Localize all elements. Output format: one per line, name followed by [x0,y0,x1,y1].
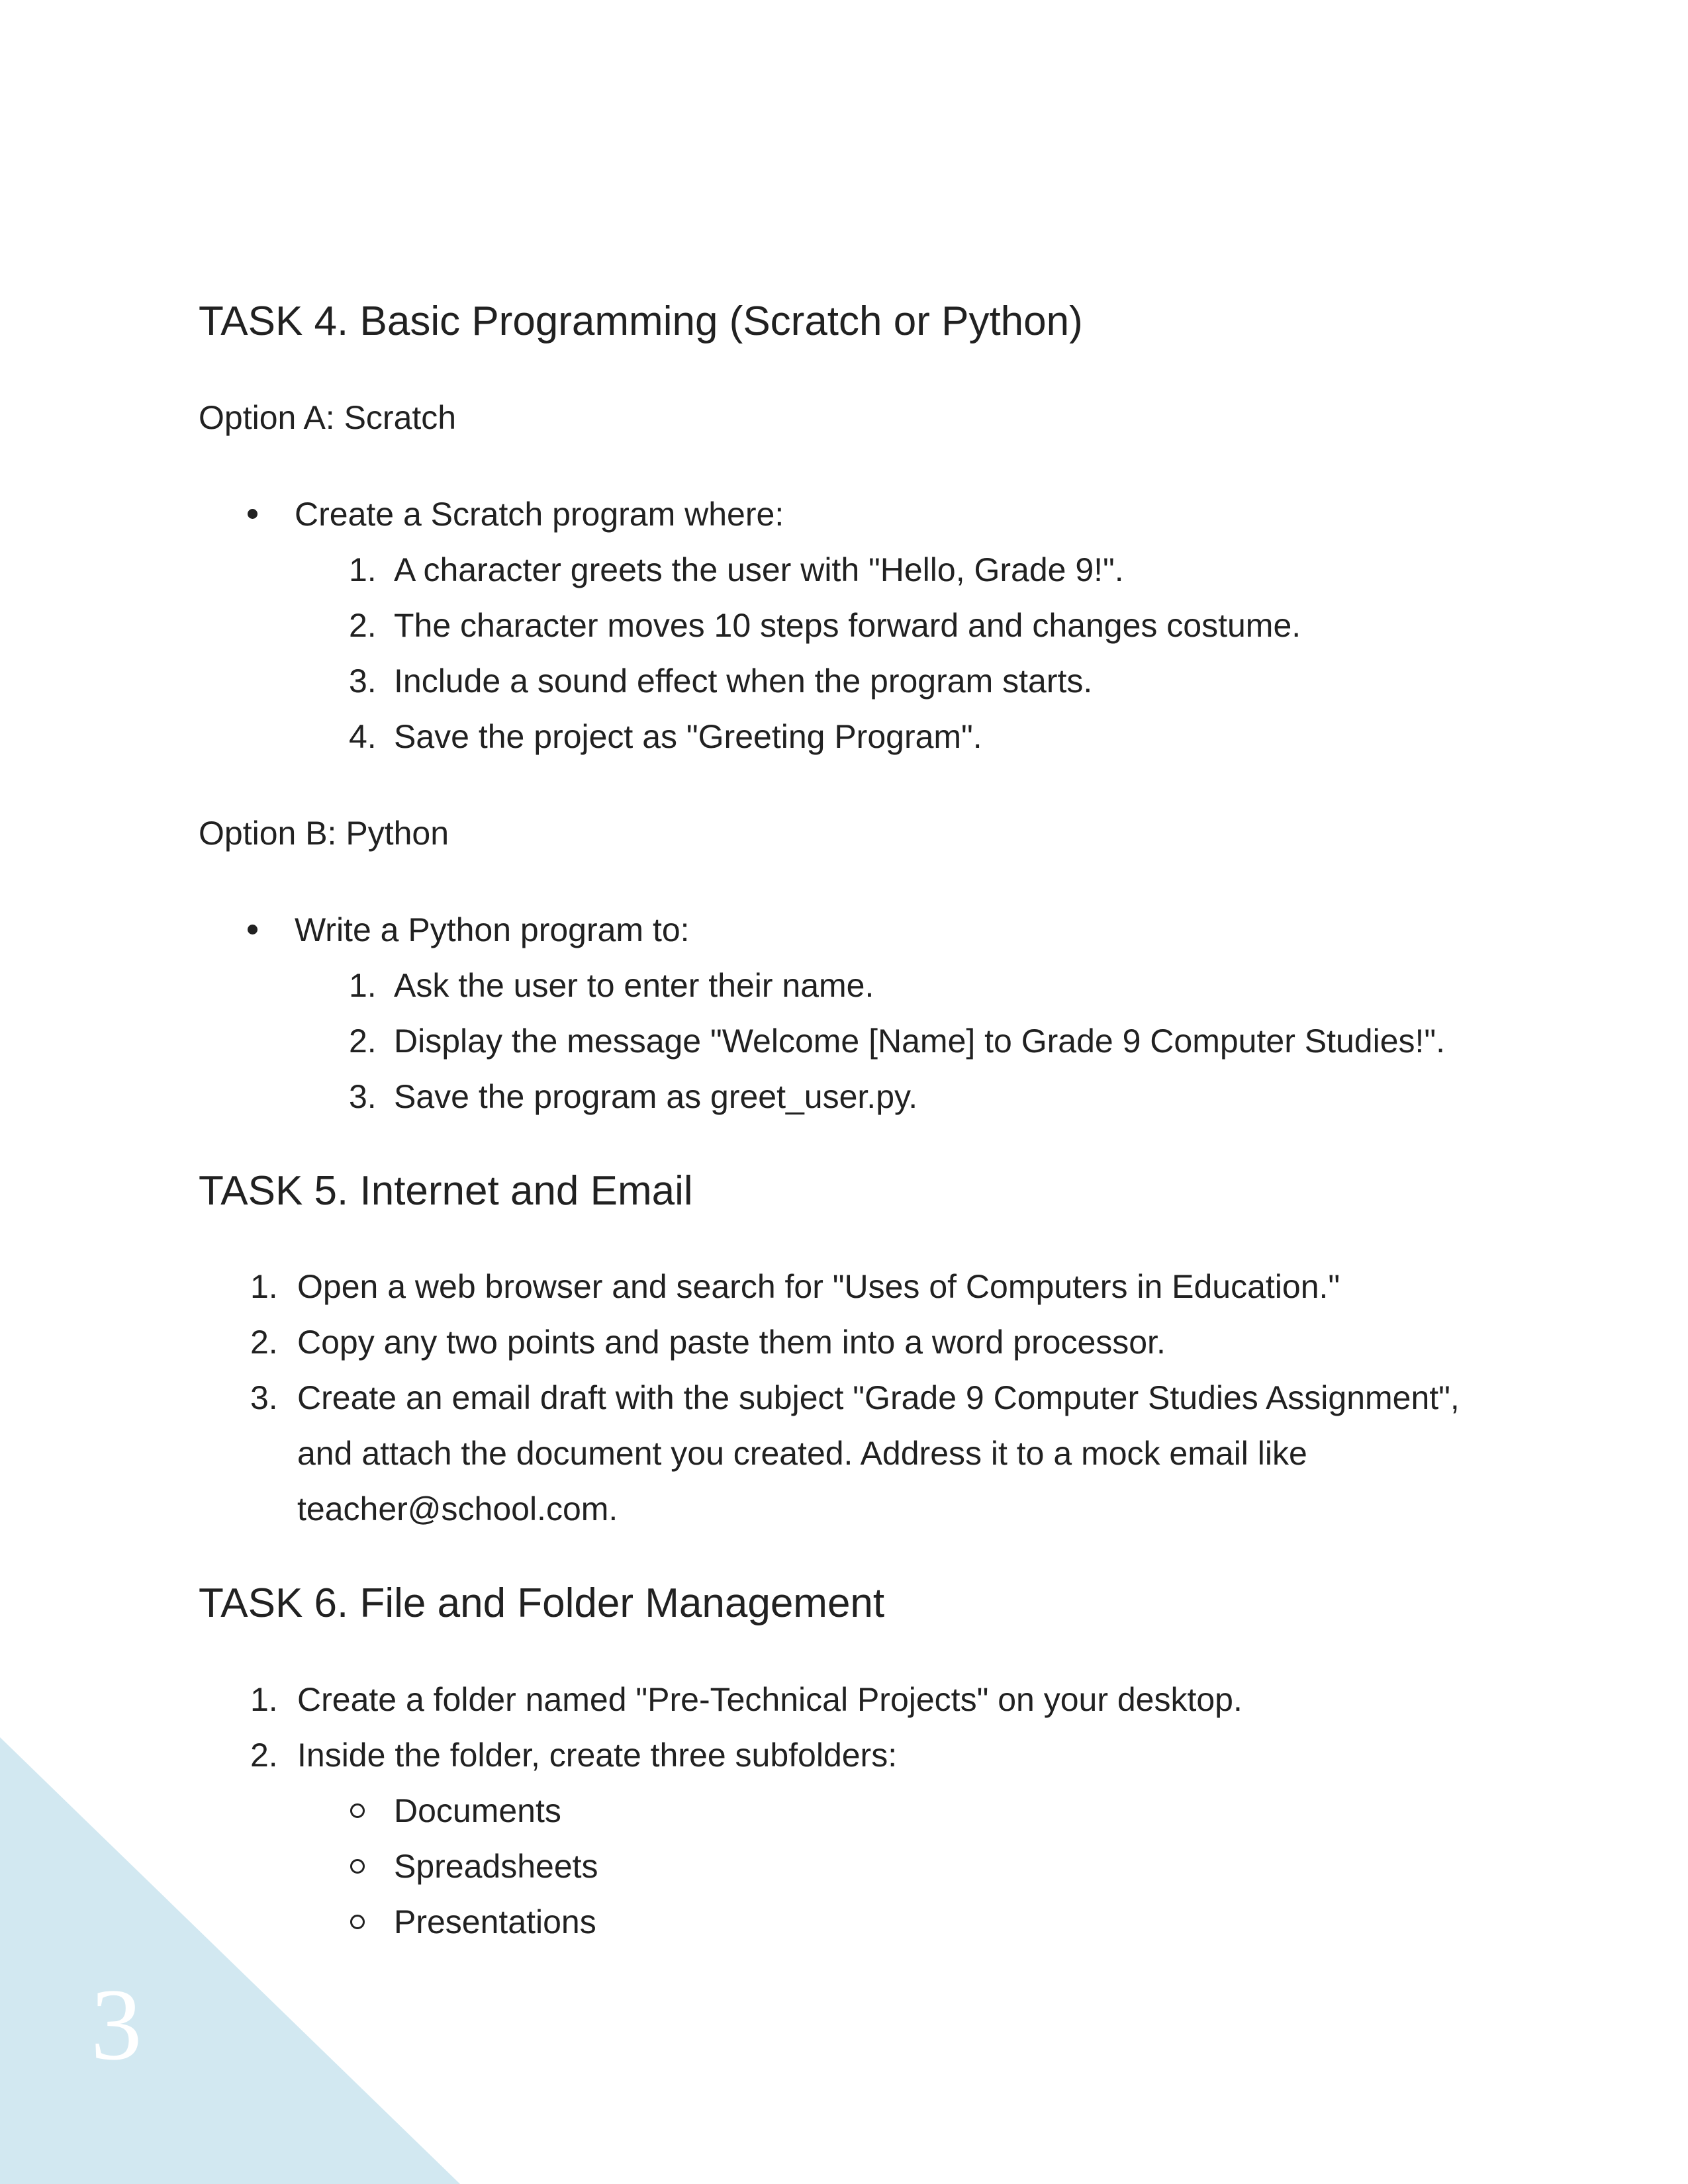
number-marker: 3. [349,662,377,700]
list-item [199,958,1516,1013]
list-item [199,1727,1516,1783]
list-item [199,542,1516,598]
step-text: Create a folder named "Pre-Technical Projects" on your desktop. [297,1680,1243,1718]
task5-list [199,1259,1516,1537]
subfolder-label: Documents [394,1792,561,1829]
number-marker: 2. [349,1022,377,1060]
circle-bullet-icon [350,1859,365,1874]
list-item [199,1839,1516,1894]
list-item [199,1894,1516,1950]
list-item [199,1672,1516,1727]
number-marker: 2. [349,606,377,644]
option-b-list [199,902,1516,1124]
step-text: Save the project as "Greeting Program". [394,717,982,755]
subfolder-label: Spreadsheets [394,1847,598,1885]
task4-heading: TASK 4. Basic Programming (Scratch or Python) [199,298,1083,344]
circle-bullet-icon [350,1915,365,1929]
page-number: 3 [91,1968,142,2081]
list-item [199,1013,1516,1069]
number-marker: 2. [250,1324,278,1361]
list-item [199,1259,1516,1314]
step-text: Open a web browser and search for "Uses of Computers in Education." [297,1268,1340,1305]
task6-list [199,1672,1516,1950]
number-marker: 3. [250,1379,278,1416]
step-text: Copy any two points and paste them into a word processor. [297,1324,1166,1361]
page-content [199,296,1516,1991]
step-text: Display the message "Welcome [Name] to Grade 9 Computer Studies!". [394,1022,1446,1060]
step-text: Ask the user to enter their name. [394,966,874,1004]
step-text: Save the program as greet_user.py. [394,1077,918,1115]
bullet-icon [248,925,258,934]
number-marker: 3. [349,1077,377,1115]
subfolder-label: Presentations [394,1903,596,1940]
number-marker: 1. [349,966,377,1004]
option-b-intro: Write a Python program to: [295,911,690,948]
step-text: Include a sound effect when the program starts. [394,662,1093,700]
number-marker: 2. [250,1736,278,1774]
list-item [199,1783,1516,1839]
step-text: Inside the folder, create three subfolders: [297,1736,898,1774]
task5-heading: TASK 5. Internet and Email [199,1167,693,1214]
list-item [199,598,1516,653]
list-item [199,1314,1516,1370]
option-a-label: Option A: Scratch [199,398,457,436]
number-marker: 1. [349,551,377,588]
number-marker: 4. [349,717,377,755]
option-a-intro: Create a Scratch program where: [295,495,784,533]
list-item [199,902,1516,958]
step-text: The character moves 10 steps forward and changes costume. [394,606,1301,644]
list-item [199,486,1516,542]
bullet-icon [248,509,258,519]
list-item [199,709,1516,764]
task6-heading: TASK 6. File and Folder Management [199,1580,885,1626]
list-item [199,1370,1516,1537]
option-a-list [199,486,1516,764]
circle-bullet-icon [350,1803,365,1818]
number-marker: 1. [250,1268,278,1305]
option-b-label: Option B: Python [199,814,449,852]
list-item [199,1069,1516,1124]
number-marker: 1. [250,1680,278,1718]
step-text: A character greets the user with "Hello, Grade 9!". [394,551,1124,588]
step-text: Create an email draft with the subject "Grade 9 Computer Studies Assignment", and attach the document you created. Address it to a mock email like teacher@school.com. [297,1379,1460,1527]
list-item [199,653,1516,709]
